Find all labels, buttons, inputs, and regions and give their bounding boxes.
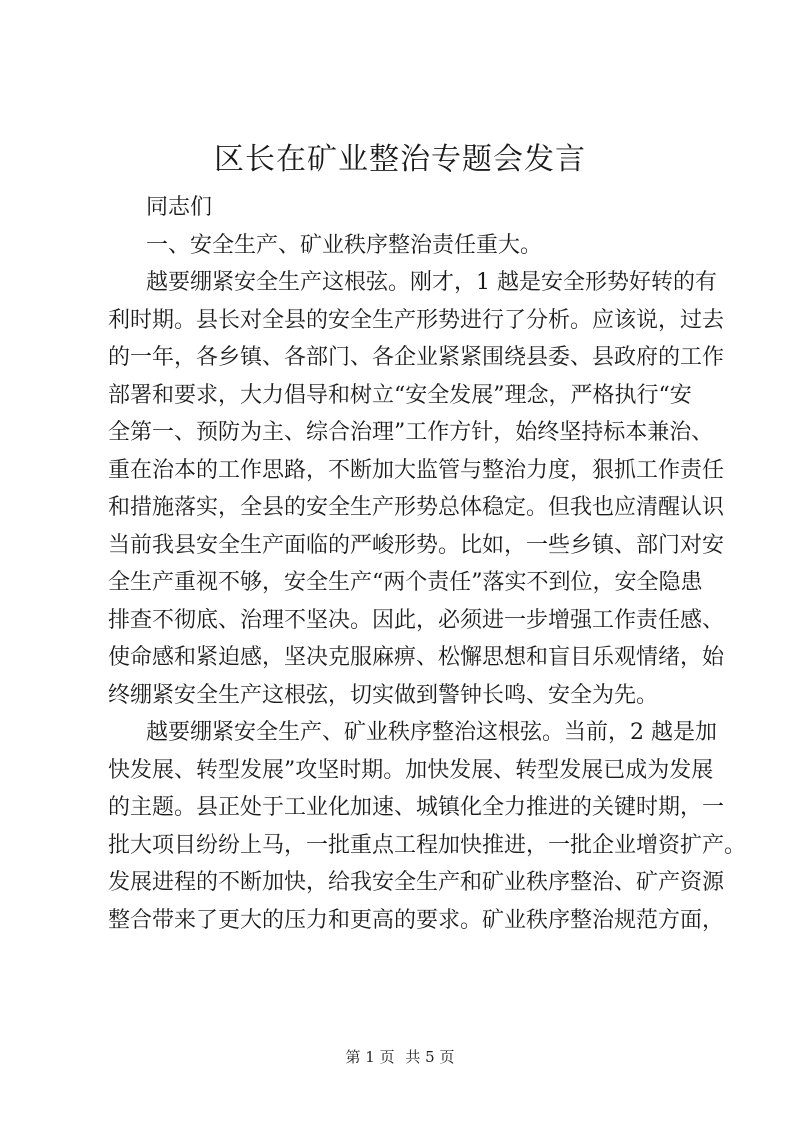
page-footer [0,1046,800,1068]
section-heading: 一、安全生产、矿业秩序整治责任重大。 [146,232,543,258]
paragraph-line: 快发展、转型发展”攻坚时期。加快发展、转型发展已成为发展 [108,757,714,783]
page-total: 共 5 页 [405,1048,455,1066]
greeting: 同志们 [146,195,213,220]
document-body [108,189,747,939]
paragraph-line: 排查不彻底、治理不坚决。因此，必须进一步增强工作责任感、 [108,607,725,633]
paragraph-line: 终绷紧安全生产这根弦，切实做到警钟长鸣、安全为先。 [108,682,659,708]
paragraph-line: 越要绷紧安全生产、矿业秩序整治这根弦。当前，2 越是加 [146,720,717,745]
paragraph-line: 重在治本的工作思路，不断加大监管与整治力度，狠抓工作责任 [108,457,725,483]
document-title: 区长在矿业整治专题会发言 [214,142,586,177]
paragraph-line: 全生产重视不够，安全生产“两个责任”落实不到位，安全隐患 [108,570,703,595]
paragraph-line: 越要绷紧安全生产这根弦。刚才，1 越是安全形势好转的有 [146,270,717,295]
paragraph-line: 的一年，各乡镇、各部门、各企业紧紧围绕县委、县政府的工作 [108,345,725,370]
paragraph-line: 当前我县安全生产面临的严峻形势。比如，一些乡镇、部门对安 [108,532,725,558]
paragraph-line: 部署和要求，大力倡导和树立“安全发展”理念，严格执行“安 [108,382,692,408]
paragraph-line: 使命感和紧迫感，坚决克服麻痹、松懈思想和盲目乐观情绪，始 [108,645,725,670]
paragraph-line: 的主题。县正处于工业化加速、城镇化全力推进的关键时期，一 [108,795,725,820]
paragraph-line: 全第一、预防为主、综合治理”工作方针，始终坚持标本兼治、 [108,420,714,445]
paragraph-2 [108,714,747,939]
paragraph-line: 批大项目纷纷上马，一批重点工程加快推进，一批企业增资扩产。 [108,832,747,858]
paragraph-line: 整合带来了更大的压力和更高的要求。矿业秩序整治规范方面， [108,907,725,933]
page-number: 第 1 页 [345,1048,395,1066]
paragraph-line: 利时期。县长对全县的安全生产形势进行了分析。应该说，过去 [108,307,725,333]
paragraph-line: 和措施落实，全县的安全生产形势总体稳定。但我也应清醒认识 [108,495,725,520]
paragraph-line: 发展进程的不断加快，给我安全生产和矿业秩序整治、矿产资源 [108,870,725,895]
paragraph-1 [108,264,725,714]
